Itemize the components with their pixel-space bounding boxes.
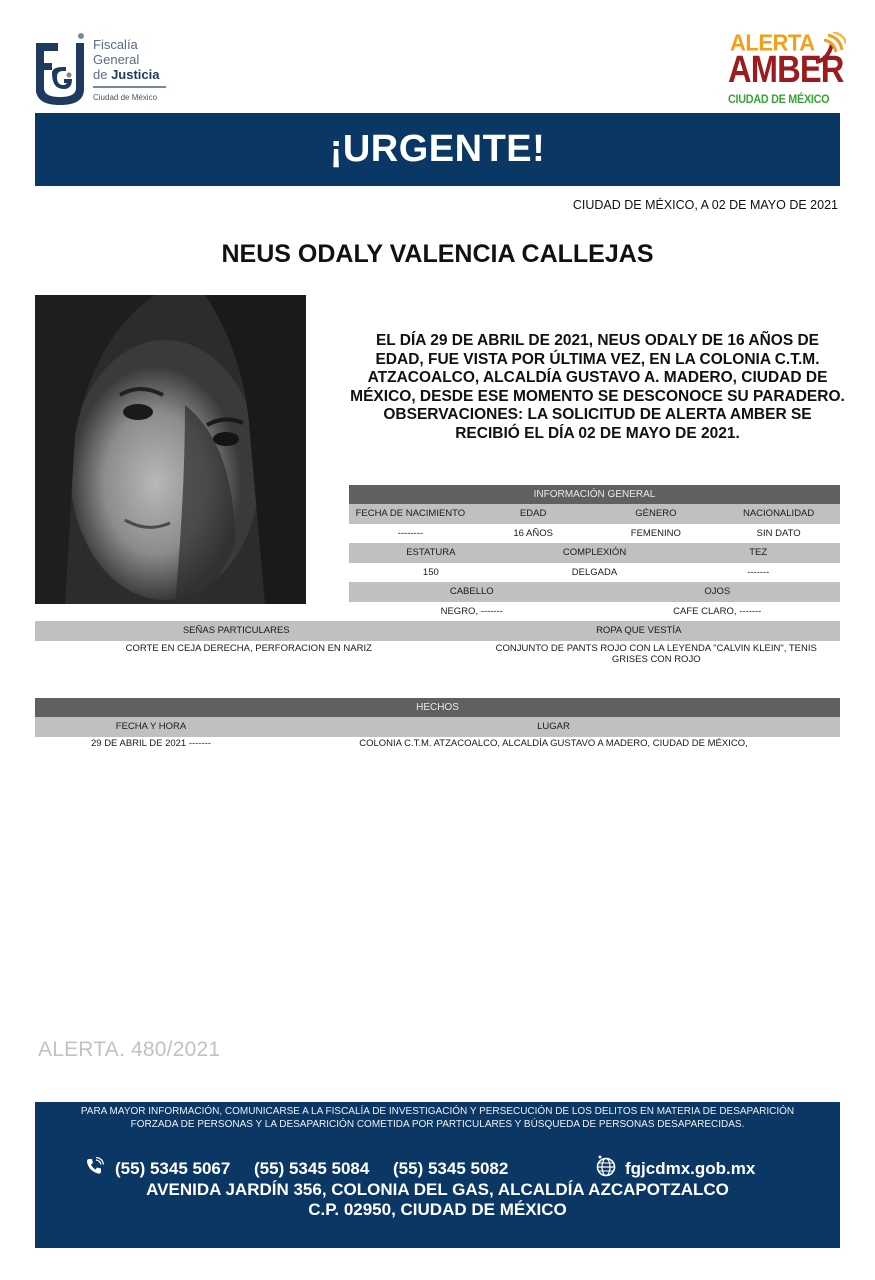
- table-row: [349, 602, 840, 622]
- missing-person-name: NEUS ODALY VALENCIA CALLEJAS: [221, 240, 654, 268]
- header-birthdate: FECHA DE NACIMIENTO: [355, 508, 466, 519]
- header-eyes: OJOS: [704, 586, 731, 597]
- header-nationality: NACIONALIDAD: [742, 508, 815, 519]
- table-header-row: [35, 621, 840, 641]
- alert-number: ALERTA. 480/2021: [38, 1038, 221, 1061]
- contact-line: [85, 1157, 805, 1179]
- value-hair: NEGRO, -------: [440, 605, 503, 617]
- date-line: CIUDAD DE MÉXICO, A 02 DE MAYO DE 2021: [572, 198, 838, 212]
- fgj-wordmark: [93, 37, 160, 82]
- phone-number-2[interactable]: (55) 5345 5084: [254, 1159, 370, 1178]
- table-row: [35, 737, 840, 751]
- amber-logo-line2: AMBER: [728, 49, 844, 91]
- header-date-time: FECHA Y HORA: [115, 721, 187, 732]
- phone-icon: [85, 1157, 105, 1177]
- facts-table: [35, 698, 840, 751]
- value-place: COLONIA C.T.M. ATZACOALCO, ALCALDÍA GUSTAVO A MADERO, CIUDAD DE MÉXICO,: [359, 737, 748, 749]
- value-build: DELGADA: [571, 566, 618, 578]
- footer-notice: PARA MAYOR INFORMACIÓN, COMUNICARSE A LA FISCALÍA DE INVESTIGACIÓN Y PERSECUCIÓN DE LOS DELITOS EN MATERIA DE DESAPARICIÓN FORZADA DE PERSONAS Y LA DESAPARICIÓN COMETIDA POR PARTICULARES Y BÚSQUEDA DE PERSONAS DESAPARECIDAS.: [80, 1106, 795, 1130]
- missing-person-photo: [35, 295, 306, 604]
- header-hair: CABELLO: [449, 586, 494, 597]
- urgent-title: ¡URGENTE!: [329, 128, 546, 170]
- value-date-time: 29 DE ABRIL DE 2021 -------: [90, 737, 212, 749]
- phone-number-1[interactable]: (55) 5345 5067: [115, 1159, 231, 1178]
- value-height: 150: [422, 566, 439, 578]
- portrait-photo-placeholder: [35, 295, 306, 604]
- contact-footer: [35, 1102, 840, 1248]
- amber-logo-line3: CIUDAD DE MÉXICO: [728, 92, 830, 106]
- table-header-row: [349, 582, 840, 602]
- fgj-emblem-icon: [36, 33, 86, 105]
- fgj-city: Ciudad de México: [93, 93, 158, 102]
- fgj-divider: [93, 86, 166, 88]
- value-age: 16 AÑOS: [513, 527, 553, 539]
- fgj-logo: [36, 33, 176, 107]
- value-gender: FEMENINO: [630, 527, 681, 539]
- amber-logo-line1: ALERTA: [730, 29, 815, 56]
- value-distinguishing-marks: CORTE EN CEJA DERECHA, PERFORACION EN NARIZ: [125, 642, 372, 654]
- table-row: [35, 641, 840, 665]
- case-summary: EL DÍA 29 DE ABRIL DE 2021, NEUS ODALY DE 16 AÑOS DE EDAD, FUE VISTA POR ÚLTIMA VEZ, EN LA COLONIA C.T.M. ATZACOALCO, ALCALDÍA GUSTAVO A. MADERO, CIUDAD DE MÉXICO, DESDE ESE MOMENTO SE DESCONOCE SU PARADERO. OBSERVACIONES: LA SOLICITUD DE ALERTA AMBER SE RECIBIÓ EL DÍA 02 DE MAYO DE 2021.: [350, 332, 845, 442]
- fgj-line3-bold: Justicia: [111, 67, 160, 82]
- alerta-amber-logo: [728, 30, 846, 108]
- globe-icon: [595, 1155, 617, 1177]
- website-link[interactable]: fgjcdmx.gob.mx: [625, 1159, 756, 1178]
- general-info-title: INFORMACIÓN GENERAL: [349, 485, 840, 504]
- fgj-line1: Fiscalía: [93, 37, 138, 52]
- address-line1: AVENIDA JARDÍN 356, COLONIA DEL GAS, ALCALDÍA AZCAPOTZALCO: [146, 1180, 729, 1199]
- facts-title: HECHOS: [35, 698, 840, 717]
- header-place: LUGAR: [537, 721, 570, 732]
- header-build: COMPLEXIÓN: [562, 547, 627, 558]
- header-distinguishing-marks: SEÑAS PARTICULARES: [182, 625, 290, 636]
- table-header-row: [349, 543, 840, 563]
- value-birthdate: --------: [397, 527, 424, 539]
- header-height: ESTATURA: [406, 547, 456, 558]
- value-eyes: CAFE CLARO, -------: [673, 605, 762, 617]
- value-clothing: CONJUNTO DE PANTS ROJO CON LA LEYENDA "CALVIN KLEIN", TENIS GRISES CON ROJO: [495, 642, 817, 665]
- urgent-banner: [35, 113, 840, 186]
- header-gender: GÉNERO: [635, 508, 677, 519]
- fgj-line2: General: [93, 52, 140, 67]
- features-table: [35, 621, 840, 665]
- table-header-row: [349, 504, 840, 524]
- header-clothing: ROPA QUE VESTÍA: [596, 625, 682, 636]
- header-complexion: TEZ: [749, 547, 768, 558]
- address-line2: C.P. 02950, CIUDAD DE MÉXICO: [308, 1200, 567, 1219]
- fgj-line3-prefix: de: [93, 67, 112, 82]
- value-nationality: SIN DATO: [756, 527, 801, 539]
- table-header-row: [35, 717, 840, 737]
- table-row: [349, 563, 840, 583]
- fgj-line3: [93, 67, 160, 82]
- header-age: EDAD: [519, 508, 547, 519]
- phone-number-3[interactable]: (55) 5345 5082: [393, 1159, 509, 1178]
- value-complexion: -------: [747, 566, 770, 578]
- table-row: [349, 524, 840, 544]
- general-info-table: [349, 485, 840, 621]
